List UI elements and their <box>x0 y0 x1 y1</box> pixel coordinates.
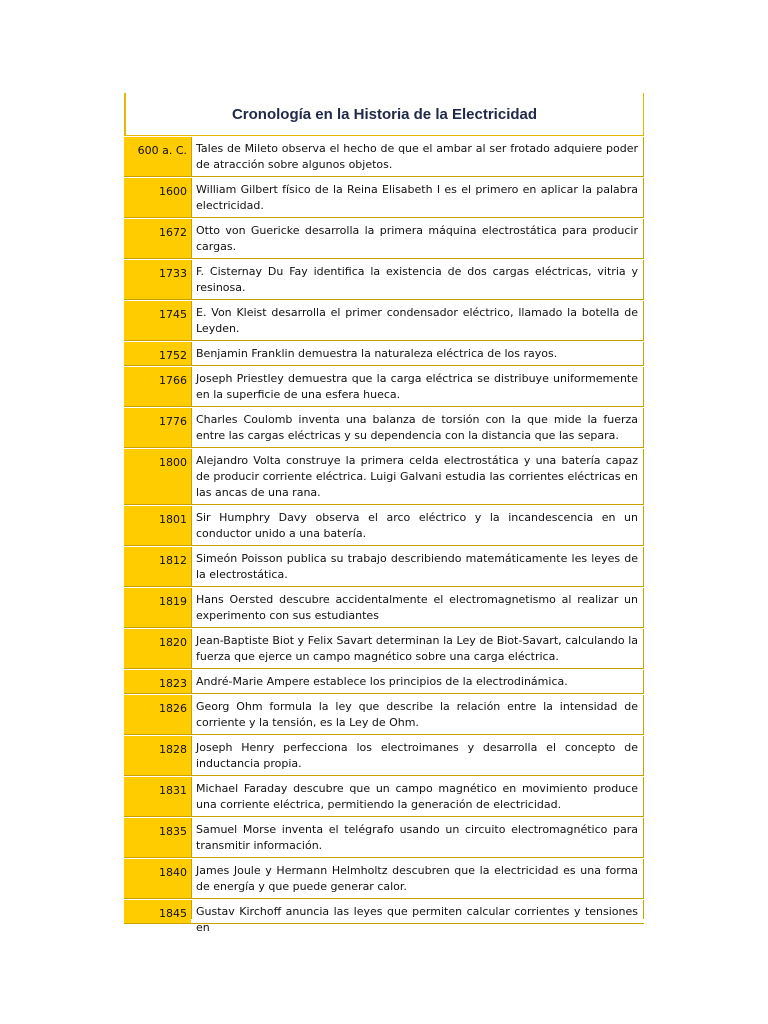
event-description: Tales de Mileto observa el hecho de que el ambar al ser frotado adquiere poder de atracción sobre algunos objetos. <box>191 137 644 176</box>
year-cell: 1835 <box>124 818 191 857</box>
year-cell: 1820 <box>124 629 191 668</box>
event-description: E. Von Kleist desarrolla el primer condensador eléctrico, llamado la botella de Leyden. <box>191 301 644 340</box>
timeline-row <box>124 260 644 300</box>
timeline-row <box>124 301 644 341</box>
year-cell: 1752 <box>124 342 191 365</box>
year-cell: 1745 <box>124 301 191 340</box>
event-description: Joseph Henry perfecciona los electroimanes y desarrolla el concepto de inductancia propia. <box>191 736 644 775</box>
year-cell: 1831 <box>124 777 191 816</box>
year-cell: 1819 <box>124 588 191 627</box>
year-cell: 1672 <box>124 219 191 258</box>
timeline-row <box>124 695 644 735</box>
event-description: André-Marie Ampere establece los principios de la electrodinámica. <box>191 670 644 693</box>
event-description: Hans Oersted descubre accidentalmente el electromagnetismo al realizar un experimento con sus estudiantes <box>191 588 644 627</box>
event-description: William Gilbert físico de la Reina Elisabeth I es el primero en aplicar la palabra electricidad. <box>191 178 644 217</box>
timeline-row <box>124 547 644 587</box>
timeline-row <box>124 859 644 899</box>
timeline-row <box>124 670 644 694</box>
timeline-row <box>124 342 644 366</box>
timeline-row <box>124 900 644 934</box>
event-description: Samuel Morse inventa el telégrafo usando un circuito electromagnético para transmitir información. <box>191 818 644 857</box>
year-cell: 1840 <box>124 859 191 898</box>
timeline-row <box>124 449 644 505</box>
title-row <box>124 93 644 136</box>
year-cell: 1776 <box>124 408 191 447</box>
event-description: Benjamin Franklin demuestra la naturaleza eléctrica de los rayos. <box>191 342 644 365</box>
year-cell: 1801 <box>124 506 191 545</box>
year-cell: 1823 <box>124 670 191 693</box>
timeline-document <box>124 93 644 934</box>
event-description: Joseph Priestley demuestra que la carga eléctrica se distribuye uniformemente en la superficie de una esfera hueca. <box>191 367 644 406</box>
timeline-row <box>124 178 644 218</box>
timeline-row <box>124 588 644 628</box>
year-cell: 1766 <box>124 367 191 406</box>
event-description: Gustav Kirchoff anuncia las leyes que permiten calcular corrientes y tensiones en <box>191 900 644 919</box>
timeline-row <box>124 367 644 407</box>
year-cell: 1733 <box>124 260 191 299</box>
timeline-row <box>124 736 644 776</box>
year-cell: 1812 <box>124 547 191 586</box>
timeline-row <box>124 777 644 817</box>
event-description: Charles Coulomb inventa una balanza de torsión con la que mide la fuerza entre las cargas eléctricas y su dependencia con la distancia que las separa. <box>191 408 644 447</box>
event-description: Sir Humphry Davy observa el arco eléctrico y la incandescencia en un conductor unido a una batería. <box>191 506 644 545</box>
timeline-row <box>124 137 644 177</box>
event-description: Otto von Guericke desarrolla la primera máquina electrostática para producir cargas. <box>191 219 644 258</box>
event-description: Alejandro Volta construye la primera celda electrostática y una batería capaz de producir corriente eléctrica. Luigi Galvani estudia las corrientes eléctricas en las ancas de una rana. <box>191 449 644 504</box>
year-cell: 1828 <box>124 736 191 775</box>
year-cell: 1800 <box>124 449 191 504</box>
event-description: Jean-Baptiste Biot y Felix Savart determinan la Ley de Biot-Savart, calculando la fuerza que ejerce un campo magnético sobre una carga eléctrica. <box>191 629 644 668</box>
year-cell: 600 a. C. <box>124 137 191 176</box>
timeline-row <box>124 408 644 448</box>
timeline-row <box>124 219 644 259</box>
timeline-table <box>124 137 644 934</box>
timeline-row <box>124 506 644 546</box>
event-description: F. Cisternay Du Fay identifica la existencia de dos cargas eléctricas, vitria y resinosa. <box>191 260 644 299</box>
year-cell: 1600 <box>124 178 191 217</box>
year-cell: 1826 <box>124 695 191 734</box>
event-description: Michael Faraday descubre que un campo magnético en movimiento produce una corriente eléctrica, permitiendo la generación de electricidad. <box>191 777 644 816</box>
event-description: Georg Ohm formula la ley que describe la relación entre la intensidad de corriente y la tensión, es la Ley de Ohm. <box>191 695 644 734</box>
timeline-row <box>124 629 644 669</box>
event-description: Simeón Poisson publica su trabajo describiendo matemáticamente les leyes de la electrostática. <box>191 547 644 586</box>
page-title: Cronología en la Historia de la Electricidad <box>231 105 538 123</box>
year-cell: 1845 <box>124 900 191 923</box>
event-description: James Joule y Hermann Helmholtz descubren que la electricidad es una forma de energía y que puede generar calor. <box>191 859 644 898</box>
timeline-row <box>124 818 644 858</box>
